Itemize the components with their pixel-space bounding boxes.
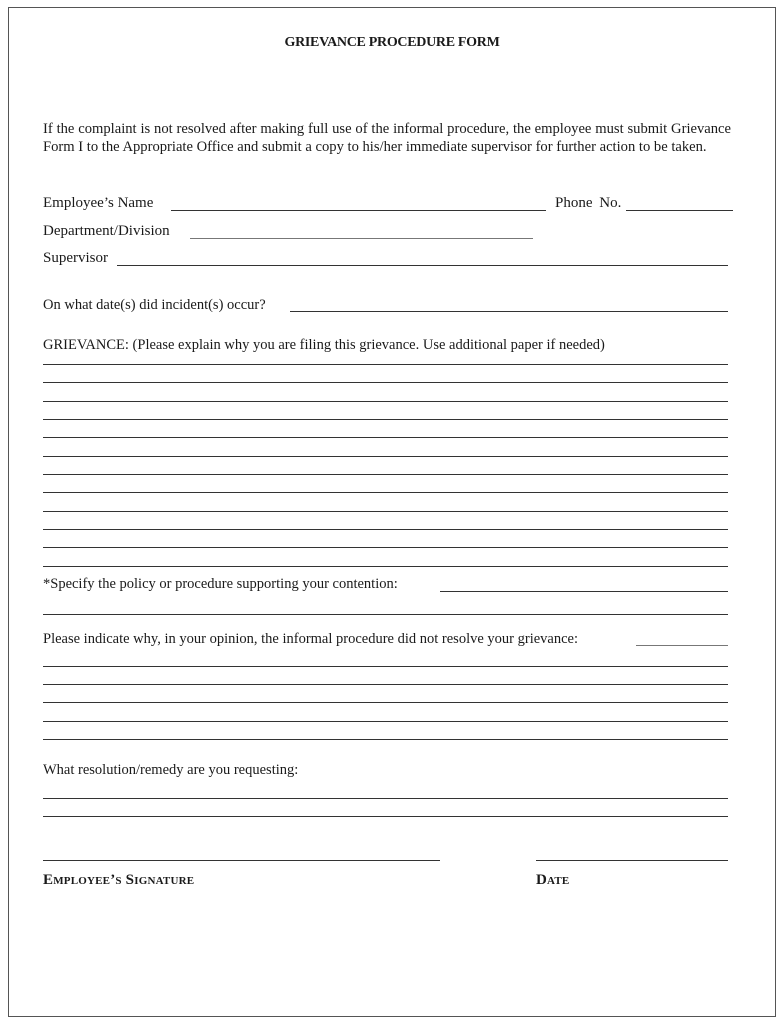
- resolution-line[interactable]: [43, 798, 728, 799]
- grievance-line[interactable]: [43, 364, 728, 365]
- policy-line[interactable]: [440, 591, 728, 592]
- informal-line[interactable]: [43, 684, 728, 685]
- resolution-line[interactable]: [43, 816, 728, 817]
- grievance-line[interactable]: [43, 474, 728, 475]
- grievance-line[interactable]: [43, 419, 728, 420]
- incident-date-label: On what date(s) did incident(s) occur?: [43, 297, 266, 313]
- supervisor-label: Supervisor: [43, 250, 108, 266]
- informal-label: Please indicate why, in your opinion, the informal procedure did not resolve your grievance:: [43, 631, 578, 647]
- grievance-line[interactable]: [43, 437, 728, 438]
- grievance-line[interactable]: [43, 456, 728, 457]
- policy-label: *Specify the policy or procedure supporting your contention:: [43, 576, 398, 592]
- grievance-line[interactable]: [43, 566, 728, 567]
- employee-signature-label: Employee’s Signature: [43, 872, 195, 888]
- informal-line[interactable]: [43, 702, 728, 703]
- phone-label: Phone No.: [555, 195, 622, 211]
- intro-paragraph: If the complaint is not resolved after making full use of the informal procedure, the employee must submit Grievance Form I to the Appropriate Office and submit a copy to his/her immediate supervisor for further action to be taken.: [43, 121, 731, 155]
- incident-date-line[interactable]: [290, 311, 728, 312]
- date-label: Date: [536, 872, 570, 888]
- department-label: Department/Division: [43, 223, 170, 239]
- date-line[interactable]: [536, 860, 728, 861]
- informal-line[interactable]: [636, 645, 728, 646]
- grievance-line[interactable]: [43, 382, 728, 383]
- grievance-line[interactable]: [43, 401, 728, 402]
- informal-line[interactable]: [43, 739, 728, 740]
- grievance-label: GRIEVANCE: (Please explain why you are filing this grievance. Use additional paper if needed): [43, 337, 605, 353]
- grievance-line[interactable]: [43, 492, 728, 493]
- employee-name-label: Employee’s Name: [43, 195, 154, 211]
- signature-line[interactable]: [43, 860, 440, 861]
- supervisor-line[interactable]: [117, 265, 728, 266]
- informal-line[interactable]: [43, 721, 728, 722]
- employee-name-line[interactable]: [171, 210, 546, 211]
- grievance-line[interactable]: [43, 529, 728, 530]
- grievance-line[interactable]: [43, 511, 728, 512]
- department-line[interactable]: [190, 238, 533, 239]
- grievance-line[interactable]: [43, 547, 728, 548]
- policy-line[interactable]: [43, 614, 728, 615]
- resolution-label: What resolution/remedy are you requesting:: [43, 762, 299, 778]
- phone-line[interactable]: [626, 210, 733, 211]
- informal-line[interactable]: [43, 666, 728, 667]
- form-border: [8, 7, 776, 1017]
- form-title: GRIEVANCE PROCEDURE FORM: [284, 35, 500, 50]
